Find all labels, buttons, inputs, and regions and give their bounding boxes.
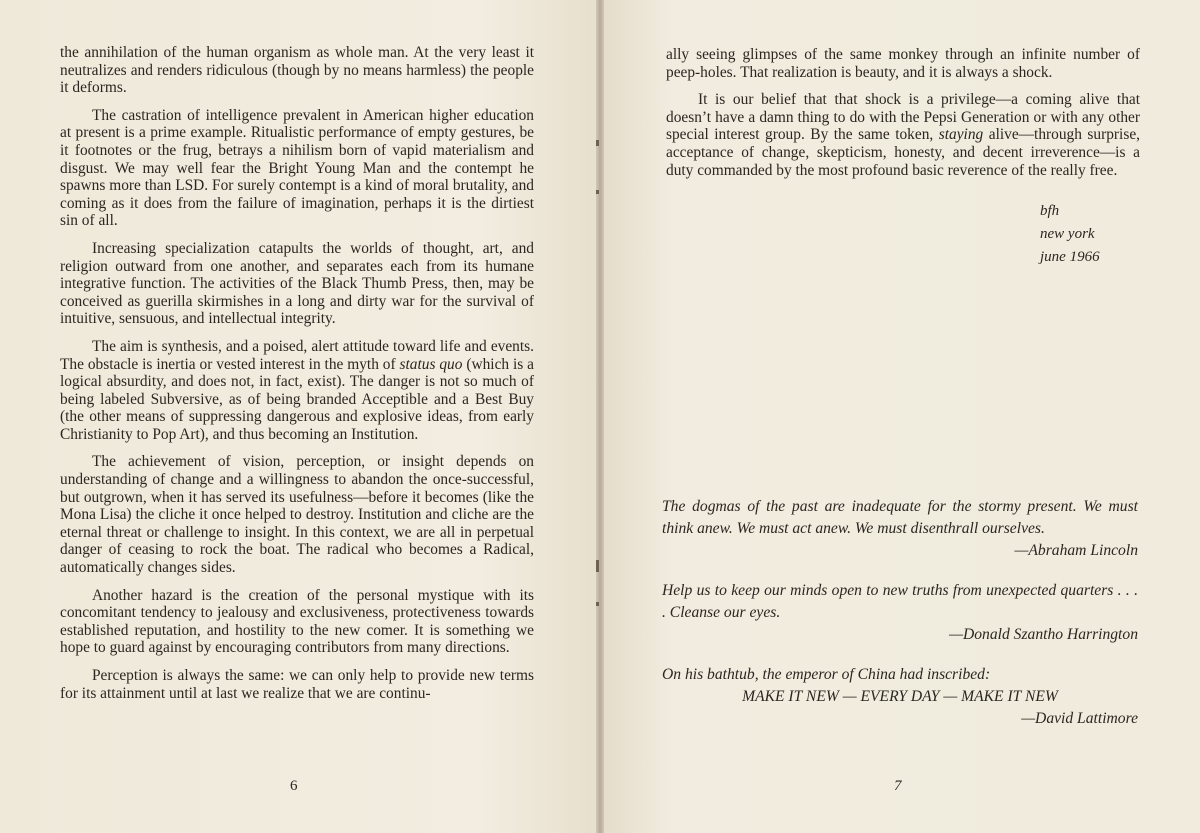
page-number-right: 7 — [894, 778, 902, 794]
text-run: Another hazard is the creation of the personal mystique with its concomitant tendency to jealousy and exclusiveness, protectiveness towards established reputation, and hostility to the new comer. It is something we hope to guard against by encouraging contributors from many directions. — [60, 586, 534, 657]
quote-lincoln — [662, 496, 1138, 562]
book-gutter — [596, 0, 604, 833]
body-paragraph — [666, 46, 1140, 81]
text-run: the annihilation of the human organism as whole man. At the very least it neutralizes and renders ridiculous (though by no means harmless) the people it deforms. — [60, 44, 534, 97]
body-paragraph — [60, 338, 534, 444]
signoff-date: june 1966 — [1040, 249, 1100, 265]
quote-intro: On his bathtub, the emperor of China had inscribed: — [662, 666, 991, 683]
binding-mark — [596, 190, 599, 194]
text-run: ally seeing glimpses of the same monkey through an infinite number of peep-holes. That realization is beauty, and it is always a shock. — [666, 46, 1140, 81]
quote-text: The dogmas of the past are inadequate for the stormy present. We must think anew. We must act anew. We must disenthrall ourselves. — [662, 498, 1138, 537]
quote-attribution: —Donald Szantho Harrington — [949, 626, 1138, 643]
text-run: Increasing specialization catapults the worlds of thought, art, and religion outward from one another, and separates each from its humane integrative function. The activities of the Black Thumb Press, then, may be conceived as guerilla skirmishes in a long and dirty war for the survival of intuitive, sensuous, and intellectual integrity. — [60, 239, 534, 328]
body-paragraph — [60, 587, 534, 657]
body-paragraph — [60, 44, 534, 97]
binding-mark — [596, 140, 599, 146]
body-paragraph — [60, 667, 534, 702]
text-run: Perception is always the same: we can only help to provide new terms for its attainment until at last we realize that we are continu- — [60, 667, 534, 702]
body-paragraph — [60, 240, 534, 328]
quote-text: Help us to keep our minds open to new truths from unexpected quarters . . . . Cleanse our eyes. — [662, 582, 1138, 621]
text-run: The aim is synthesis, and a poised, alert attitude toward life and events. The obstacle is inertia or vested interest in the myth of — [60, 337, 534, 373]
epigraph-quotes — [662, 496, 1138, 748]
left-page-text-column — [60, 44, 534, 712]
quote-harrington — [662, 580, 1138, 646]
text-run: alive—through surprise, acceptance of change, skepticism, honesty, and decent irreverence—is a duty commanded by the most profound basic reverence of the really free. — [666, 126, 1140, 179]
body-paragraph — [666, 91, 1140, 179]
quote-inscription: MAKE IT NEW — EVERY DAY — MAKE IT NEW — [742, 688, 1058, 705]
text-run: The castration of intelligence prevalent in American higher education at present is a prime example. Ritualistic performance of empty gestures, be it footnotes or the frug, betrays a nihilism born of vapid materialism and disgust. We may well fear the Bright Young Man and the contempt he spawns more than LSD. For surely contempt is a kind of moral brutality, and coming as it does from the failure of imagination, perhaps it is the dirtiest sin of all. — [60, 106, 534, 230]
text-run: (which is a logical absurdity, and does not, in fact, exist). The danger is not so much of being labeled Subversive, as of being branded Acceptible and a Best Buy (the other means of suppressing dangerous and explosive ideas, from early Christianity to Pop Art), and thus becoming an Institution. — [60, 355, 534, 443]
body-paragraph — [60, 107, 534, 230]
text-run: The achievement of vision, perception, or insight depends on understanding of change and a willingness to abandon the once-successful, but outgrown, when it has served its usefulness—before it becomes (like the Mona Lisa) the cliche it once helped to destroy. Institution and cliche are the eternal threat or challenge to insight. In this context, we are all in perpetual danger of ceasing to rock the boat. The radical who becomes a Radical, automatically changes sides. — [60, 453, 534, 577]
signoff — [1040, 200, 1100, 269]
right-page-text-column — [666, 46, 1140, 189]
signoff-place: new york — [1040, 226, 1095, 242]
italic-phrase: status quo — [399, 355, 463, 373]
body-paragraph — [60, 453, 534, 576]
quote-attribution: —Abraham Lincoln — [1014, 542, 1138, 559]
italic-phrase: staying — [938, 126, 984, 144]
signoff-initials: bfh — [1040, 203, 1060, 219]
quote-attribution: —David Lattimore — [1021, 710, 1138, 727]
page-number-left: 6 — [290, 778, 298, 794]
binding-mark — [596, 560, 599, 572]
binding-mark — [596, 602, 599, 606]
quote-lattimore — [662, 664, 1138, 730]
text-run: It is our belief that that shock is a privilege—a coming alive that doesn’t have a damn thing to do with the Pepsi Generation or with any other special interest group. By the same token, — [666, 91, 1140, 144]
